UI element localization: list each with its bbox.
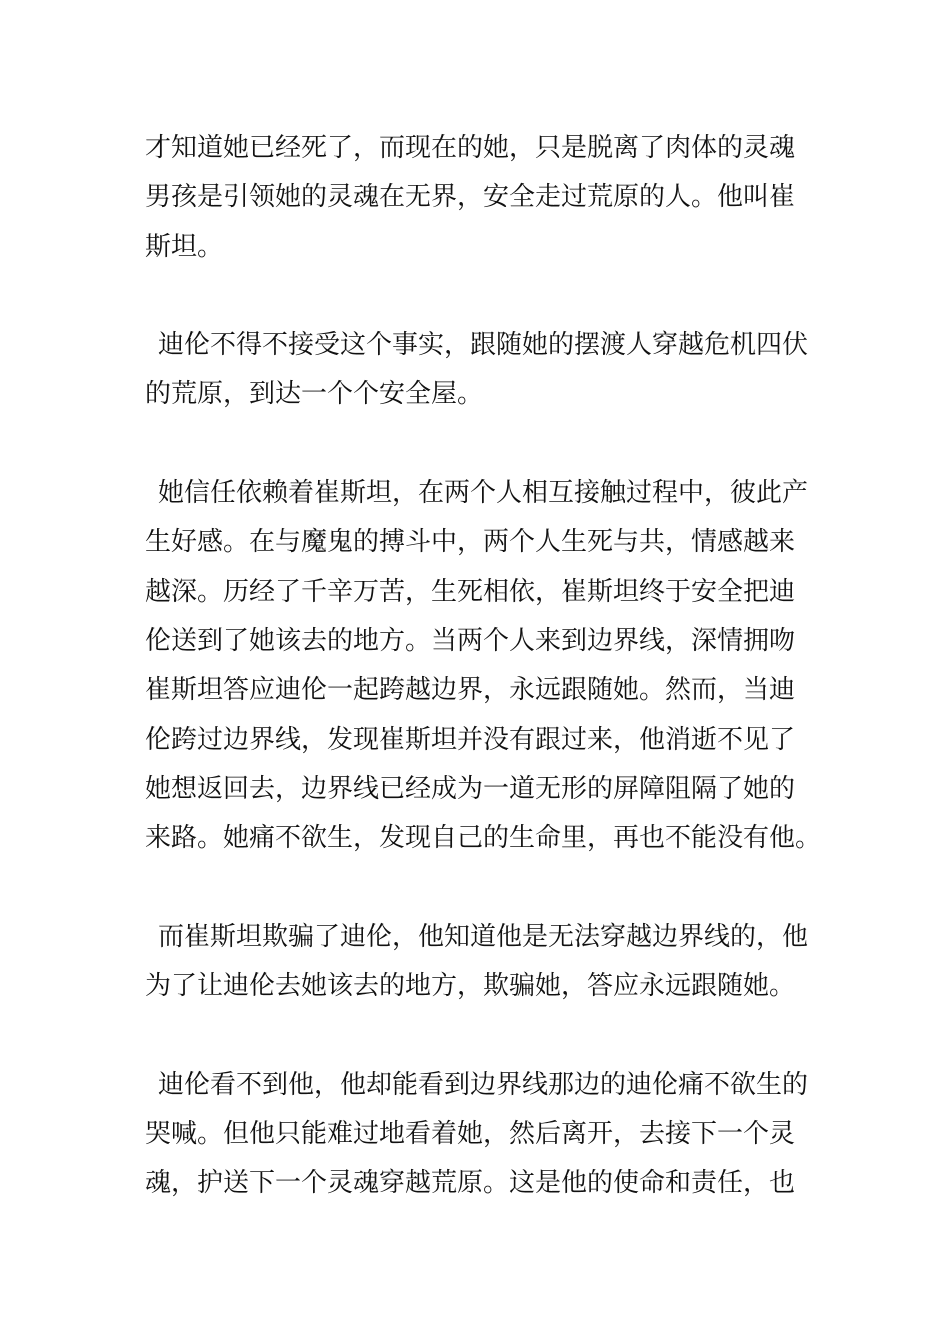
paragraph-1 xyxy=(145,124,815,272)
paragraph-gap xyxy=(145,272,815,321)
paragraph-line: 迪伦不得不接受这个事实，跟随她的摆渡人穿越危机四伏 xyxy=(158,330,809,361)
paragraph-line: 来路。她痛不欲生，发现自己的生命里，再也不能没有他。 xyxy=(145,823,822,854)
paragraph-line: 才知道她已经死了，而现在的她，只是脱离了肉体的灵魂 xyxy=(145,133,796,163)
paragraph-line: 而崔斯坦欺骗了迪伦，他知道他是无法穿越边界线的，他 xyxy=(158,921,809,952)
paragraph-gap xyxy=(145,420,815,469)
paragraph-line: 生好感。在与魔鬼的搏斗中，两个人生死与共，情感越来 xyxy=(145,527,796,558)
paragraph-5 xyxy=(145,1061,815,1209)
paragraph-line: 哭喊。但他只能难过地看着她，然后离开，去接下一个灵 xyxy=(145,1118,796,1149)
paragraph-line: 伦送到了她该去的地方。当两个人来到边界线，深情拥吻 xyxy=(145,625,796,656)
paragraph-line: 伦跨过边界线，发现崔斯坦并没有跟过来，他消逝不见了 xyxy=(145,724,796,755)
paragraph-line: 越深。历经了千辛万苦，生死相依，崔斯坦终于安全把迪 xyxy=(145,576,796,607)
paragraph-line: 她想返回去，边界线已经成为一道无形的屏障阻隔了她的 xyxy=(145,773,796,804)
paragraph-gap xyxy=(145,1011,815,1060)
paragraph-line: 魂，护送下一个灵魂穿越荒原。这是他的使命和责任，也 xyxy=(145,1168,796,1199)
paragraph-gap xyxy=(145,863,815,912)
paragraph-line: 的荒原，到达一个个安全屋。 xyxy=(145,379,484,410)
paragraph-line: 斯坦。 xyxy=(145,231,224,262)
paragraph-3 xyxy=(145,469,822,863)
paragraph-line: 崔斯坦答应迪伦一起跨越边界，永远跟随她。然而，当迪 xyxy=(145,675,796,706)
paragraph-line: 迪伦看不到他，他却能看到边界线那边的迪伦痛不欲生的 xyxy=(158,1069,809,1100)
paragraph-2 xyxy=(145,321,815,420)
paragraph-line: 她信任依赖着崔斯坦，在两个人相互接触过程中，彼此产 xyxy=(158,478,809,509)
paragraph-line: 为了让迪伦去她该去的地方，欺骗她，答应永远跟随她。 xyxy=(145,971,796,1002)
paragraph-line: 男孩是引领她的灵魂在无界，安全走过荒原的人。他叫崔 xyxy=(145,182,796,213)
paragraph-4 xyxy=(145,913,815,1012)
body-text xyxy=(145,124,822,1209)
